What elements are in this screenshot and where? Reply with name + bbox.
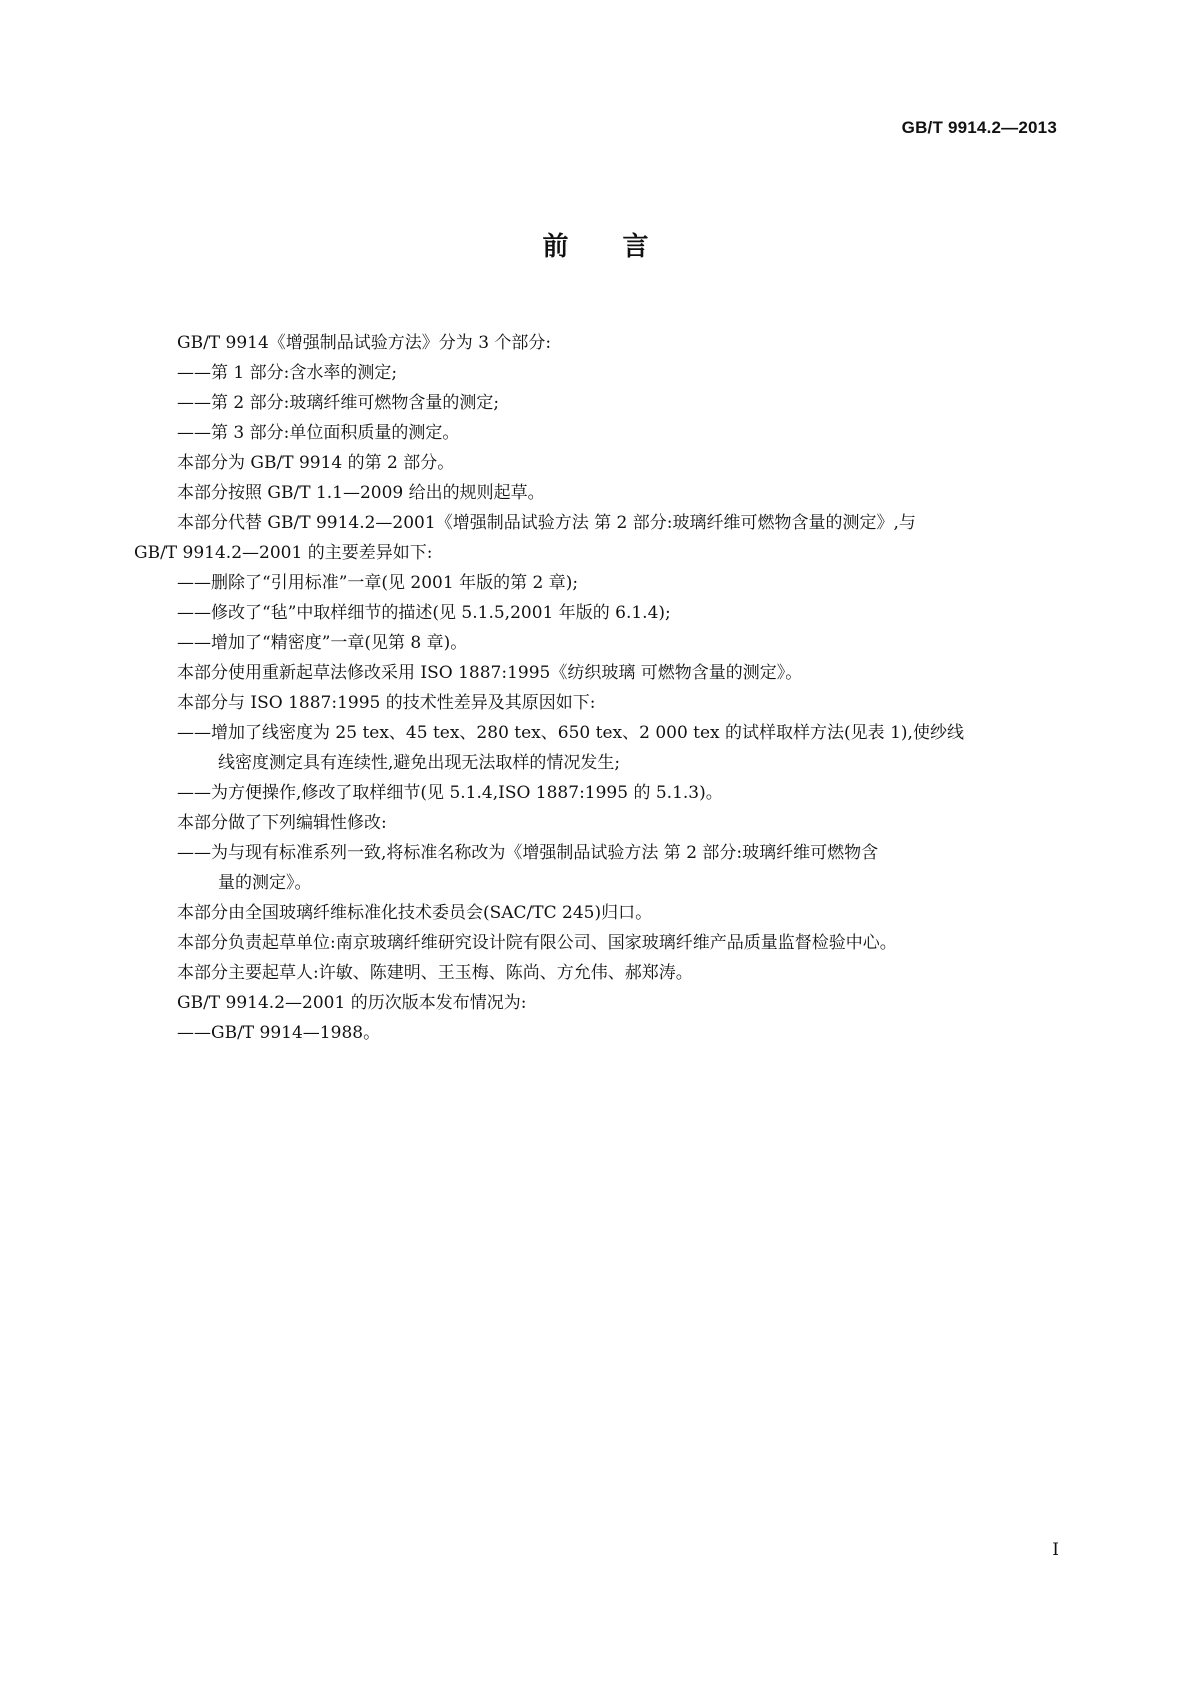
paragraph-line: 本部分为 GB/T 9914 的第 2 部分。 <box>177 453 455 473</box>
list-item: ——第 3 部分:单位面积质量的测定。 <box>177 423 460 443</box>
paragraph-line: 本部分按照 GB/T 1.1—2009 给出的规则起草。 <box>177 483 545 503</box>
list-item: ——增加了“精密度”一章(见第 8 章)。 <box>177 633 468 653</box>
list-item: ——为方便操作,修改了取样细节(见 5.1.4,ISO 1887:1995 的 5.1.3)。 <box>177 783 723 803</box>
paragraph-line: 本部分由全国玻璃纤维标准化技术委员会(SAC/TC 245)归口。 <box>177 903 653 923</box>
list-item: ——第 2 部分:玻璃纤维可燃物含量的测定; <box>177 393 500 413</box>
list-item: ——修改了“毡”中取样细节的描述(见 5.1.5,2001 年版的 6.1.4); <box>177 603 671 623</box>
paragraph-line: GB/T 9914.2—2001 的历次版本发布情况为: <box>177 993 527 1013</box>
list-item: ——增加了线密度为 25 tex、45 tex、280 tex、650 tex、2 000 tex 的试样取样方法(见表 1),使纱线 <box>177 723 964 743</box>
page-number: I <box>1052 1540 1059 1560</box>
paragraph-line: 本部分做了下列编辑性修改: <box>177 813 387 833</box>
list-item-continuation: 量的测定》。 <box>218 873 312 893</box>
list-item: ——为与现有标准系列一致,将标准名称改为《增强制品试验方法 第 2 部分:玻璃纤维可燃物含 <box>177 843 879 863</box>
paragraph-line: GB/T 9914.2—2001 的主要差异如下: <box>134 543 433 563</box>
standard-code: GB/T 9914.2—2013 <box>901 118 1057 137</box>
foreword-body <box>134 328 1062 1048</box>
paragraph-line: 本部分与 ISO 1887:1995 的技术性差异及其原因如下: <box>177 693 596 713</box>
paragraph-line: 本部分使用重新起草法修改采用 ISO 1887:1995《纺织玻璃 可燃物含量的测定》。 <box>177 663 803 683</box>
paragraph-line: 本部分主要起草人:许敏、陈建明、王玉梅、陈尚、方允伟、郝郑涛。 <box>177 963 693 983</box>
page-title: 前言 <box>542 232 703 262</box>
list-item: ——第 1 部分:含水率的测定; <box>177 363 398 383</box>
paragraph-line: 本部分负责起草单位:南京玻璃纤维研究设计院有限公司、国家玻璃纤维产品质量监督检验中心。 <box>177 933 897 953</box>
list-item: ——GB/T 9914—1988。 <box>177 1023 381 1043</box>
list-item: ——删除了“引用标准”一章(见 2001 年版的第 2 章); <box>177 573 579 593</box>
paragraph-line: GB/T 9914《增强制品试验方法》分为 3 个部分: <box>177 333 552 353</box>
list-item-continuation: 线密度测定具有连续性,避免出现无法取样的情况发生; <box>218 753 621 773</box>
paragraph-line: 本部分代替 GB/T 9914.2—2001《增强制品试验方法 第 2 部分:玻璃纤维可燃物含量的测定》,与 <box>177 513 916 533</box>
